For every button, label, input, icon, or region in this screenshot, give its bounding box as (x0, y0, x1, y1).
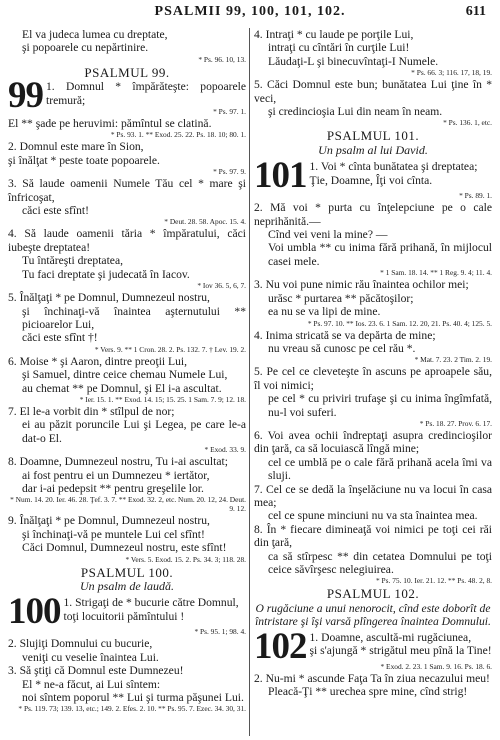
cross-reference: * Mat. 7. 23. 2 Tim. 2. 19. (414, 355, 492, 365)
verse-line: 3. Să ştiţi că Domnul este Dumnezeu! (8, 664, 184, 678)
verse-line: Pleacă-Ţi ** urechea spre mine, cînd strig! (268, 685, 468, 699)
cross-reference: * Deut. 28. 58. Apoc. 15. 4. (164, 217, 246, 227)
cross-reference: * Ps. 96. 10, 13. (198, 54, 246, 64)
verse-line: şi Samuel, dintre ceice chemau Numele Lui, (22, 368, 228, 382)
verse-line: şi popoarele cu nepărtinire. (22, 41, 149, 55)
verse-line: 2. Nu-mi * ascunde Faţa Ta în ziua necazului meu! (254, 671, 490, 685)
psalm-number: 101 (254, 155, 307, 197)
verse-line: 9. Înălţaţi * pe Domnul, Dumnezeul nostru, (8, 514, 210, 528)
psalm-subtitle: Un psalm al lui David. (318, 142, 428, 157)
verse-line: Tu faci dreptate şi judecată în Iacov. (22, 267, 190, 281)
verse-line: toţi locuitorii pămîntului ! (63, 609, 185, 623)
verse-line: El va judeca lumea cu dreptate, (22, 28, 168, 41)
verse-line: 6. Voi avea ochii îndreptaţi asupra credincioşilor din ţară, ca să locuiască lîngă mine; (254, 428, 492, 456)
verse-line: Voi umbla ** cu inima fără prihană, în mijlocul casei mele. (268, 241, 492, 268)
verse-line: 8. În * fiecare dimineaţă voi nimici pe toţi cei răi din ţară, (254, 522, 492, 550)
verse-line: 4. Să laude oamenii tăria * împăratului, căci iubeşte dreptatea! (8, 227, 246, 254)
cross-reference: * Ps. 119. 73; 139. 13, etc.; 149. 2. Efes. 2. 10. ** Ps. 95. 7. Ezec. 34. 30, 31. (18, 704, 246, 714)
verse-line: 1. Strigaţi de * bucurie către Domnul, (63, 596, 239, 610)
verse-line: 2. Mă voi * purta cu înţelepciune pe o cale neprihănită.— (254, 201, 492, 228)
psalm-number: 102 (254, 625, 307, 667)
verse-line: căci este sfînt †! (22, 331, 98, 345)
verse-line: şi s'ajungă * strigătul meu pînă la Tine! (309, 644, 492, 658)
column-divider (249, 28, 250, 736)
verse-line: 3. Să laude oamenii Numele Tău cel * mare şi înfricoşat, (8, 177, 246, 204)
psalm-number: 100 (8, 591, 61, 633)
cross-reference: * Vers. 5. Exod. 15. 2. Ps. 34. 3; 118. 28. (125, 554, 246, 564)
verse-line: Căci Domnul, Dumnezeul nostru, este sfînt! (22, 541, 227, 555)
verse-line: 1. Domnul * împărăteşte: popoarele tremură; (46, 80, 246, 107)
cross-reference: * Ps. 97. 1. (213, 107, 246, 117)
cross-reference: * Ps. 66. 3; 116. 17, 18, 19. (411, 68, 492, 78)
verse-line: Cînd vei veni la mine? — (268, 228, 388, 242)
verse-line: 1. Voi * cînta bunătatea şi dreptatea; (309, 160, 478, 174)
verse-line: noi sîntem poporul ** Lui şi turma păşunei Lui. (22, 691, 244, 705)
psalm-title: PSALMUL 100. (80, 564, 174, 580)
cross-reference: * Exod. 2. 23. 1 Sam. 9. 16. Ps. 18. 6. (380, 661, 492, 671)
verse-line: ai fost pentru ei un Dumnezeu * iertător, (22, 468, 210, 482)
verse-line: căci este sfînt! (22, 204, 89, 218)
psalm-title: PSALMUL 99. (84, 64, 170, 80)
psalm-superscription: O rugăciune a unui nenorocit, cînd este doborît de întristare şi îşi varsă plîngerea înaintea Domnului. (255, 601, 491, 628)
verse-line: au chemat ** pe Domnul, şi El i-a ascultat. (22, 381, 222, 395)
psalm-title: PSALMUL 101. (326, 128, 420, 144)
verse-line: 3. Nu voi pune nimic rău înaintea ochilor mei; (254, 278, 469, 292)
verse-line: ei au păzit poruncile Lui şi Legea, pe care le-a dat-o El. (22, 418, 246, 445)
verse-line: ea nu se va lipi de mine. (268, 305, 381, 319)
verse-line: urăsc * purtarea ** păcătoşilor; (268, 291, 414, 305)
verse-line: 7. Cel ce se dedă la înşelăciune nu va locui în casa mea; (254, 482, 492, 509)
cross-reference: * Ps. 95. 1; 98. 4. (194, 627, 246, 637)
verse-line: 7. El le-a vorbit din * stîlpul de nor; (8, 404, 175, 418)
verse-line: 4. Inima stricată se va depărta de mine; (254, 328, 436, 342)
psalm-opening (8, 75, 246, 131)
cross-reference: * Num. 14. 20. Ier. 46. 28. Ţef. 3. 7. ** Exod. 32. 2, etc. Num. 20. 12, 24. Deut. 9. 12. (10, 495, 246, 514)
cross-reference: * Ps. 97. 10. ** Ios. 23. 6. 1 Sam. 12. 20, 21. Ps. 40. 4; 125. 5. (307, 318, 492, 328)
verse-line: intraţi cu cîntări în curţile Lui! (268, 41, 410, 55)
verse-line: Ţie, Doamne, Îţi voi cînta. (309, 173, 433, 187)
page-header (0, 4, 500, 26)
verse-line: El * ne-a făcut, ai Lui sîntem: (22, 677, 161, 691)
cross-reference: * Ier. 15. 1. ** Exod. 14. 15; 15. 25. 1 Sam. 7. 9; 12. 18. (79, 394, 246, 404)
page-number: 611 (465, 4, 486, 19)
cross-reference: * Vers. 9. ** 1 Cron. 28. 2. Ps. 132. 7. † Lev. 19. 2. (94, 344, 246, 354)
cross-reference: * Iov 36. 5, 6, 7. (197, 281, 246, 291)
verse-line: 8. Doamne, Dumnezeul nostru, Tu i-ai ascultat; (8, 455, 228, 469)
verse-line: dar i-ai pedepsit ** pentru greşelile lor. (22, 481, 204, 495)
left-column (8, 28, 246, 714)
cross-reference: * Ps. 18. 27. Prov. 6. 17. (419, 418, 492, 428)
verse-line: ca să stîrpesc ** din cetatea Domnului pe toţi ceice săvîrşesc nelegiuirea. (268, 549, 492, 576)
cross-reference: * Ps. 136. 1, etc. (443, 118, 492, 128)
verse-line: cel ce umblă pe o cale fără prihană acela îmi va sluji. (268, 455, 492, 483)
verse-line: 6. Moise * şi Aaron, dintre preoţii Lui, (8, 354, 188, 368)
verse-line: şi credincioşia Lui din neam în neam. (268, 105, 443, 119)
verse-line: şi închinaţi-vă pe muntele Lui cel sfînt! (22, 527, 205, 541)
running-head: PSALMII 99, 100, 101, 102. (154, 4, 346, 19)
verse-line: cel ce spune minciuni nu va sta înaintea mea. (268, 509, 478, 523)
cross-reference: * 1 Sam. 18. 14. ** 1 Reg. 9. 4; 11. 4. (380, 268, 492, 278)
verse-line: 4. Intraţi * cu laude pe porţile Lui, (254, 28, 414, 41)
cross-reference: * Ps. 93. 1. ** Exod. 25. 22. Ps. 18. 10; 80. 1. (110, 130, 246, 140)
right-column (254, 28, 492, 699)
verse-line: 5. Înălţaţi * pe Domnul, Dumnezeul nostru, (8, 291, 210, 305)
cross-reference: * Ps. 75. 10. Ier. 21. 12. ** Ps. 48. 2, 8. (376, 576, 492, 586)
verse-line: nu vreau să cunosc pe cel rău *. (268, 341, 416, 355)
verse-line: 2. Domnul este mare în Sion, (8, 140, 144, 154)
verse-line: 5. Căci Domnul este bun; bunătatea Lui ţine în * veci, (254, 78, 492, 105)
verse-line: 2. Slujiţi Domnului cu bucurie, (8, 637, 153, 651)
cross-reference: * Ps. 89. 1. (459, 191, 492, 201)
cross-reference: * Exod. 33. 9. (204, 445, 246, 455)
verse-line: pe cel * cu priviri trufaşe şi cu inima îngîmfată, nu-l voi suferi. (268, 392, 492, 419)
verse-line: 5. Pe cel ce cleveteşte în ascuns pe aproapele său, îl voi nimici; (254, 365, 492, 392)
verse-line: veniţi cu veselie înaintea Lui. (22, 650, 159, 664)
psalm-subtitle: Un psalm de laudă. (80, 579, 174, 593)
cross-reference: * Ps. 97. 9. (213, 167, 246, 177)
psalm-title: PSALMUL 102. (326, 586, 420, 602)
verse-line: şi înălţat * peste toate popoarele. (8, 153, 160, 167)
psalm-number: 99 (8, 75, 43, 117)
verse-line: El ** şade pe heruvimi: pămîntul se clatină. (8, 117, 212, 131)
verse-line: Tu întăreşti dreptatea, (22, 254, 123, 268)
verse-line: şi închinaţi-vă înaintea aşternutului ** picioarelor Lui, (22, 304, 246, 331)
verse-line: Lăudaţi-L şi binecuvîntaţi-I Numele. (268, 54, 439, 68)
verse-line: 1. Doamne, ascultă-mi rugăciunea, (309, 630, 472, 644)
